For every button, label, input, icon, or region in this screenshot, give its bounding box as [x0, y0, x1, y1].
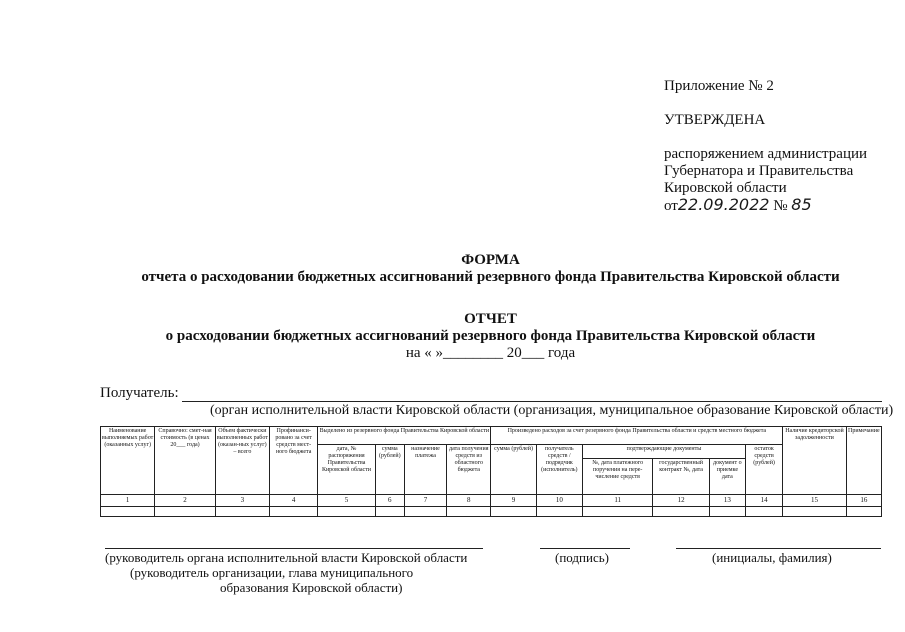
header-col-6: сумма (рублей)	[375, 445, 404, 495]
table-cell	[404, 507, 446, 517]
column-number: 16	[846, 495, 881, 507]
table-cell	[270, 507, 318, 517]
column-number: 9	[491, 495, 536, 507]
report-title: ОТЧЕТ	[464, 311, 517, 327]
column-number: 15	[783, 495, 846, 507]
header-col-4: Профинанси-ровано за счет средств мест-ного бюджета	[270, 427, 318, 495]
column-number: 13	[709, 495, 745, 507]
table-cell	[447, 507, 491, 517]
column-number: 3	[215, 495, 269, 507]
header-group-spent: Произведено расходов за счет резервного фонда Правительства области и средств местного бюджета	[491, 427, 783, 445]
header-col-11: №, дата платежного поручения на пере-числение средств	[582, 459, 652, 495]
report-date-line: на « »________ 20___ года	[405, 345, 576, 361]
signature-line	[540, 548, 630, 549]
order-date-line	[664, 196, 812, 215]
header-col-14: остаток средств (рублей)	[745, 445, 782, 495]
number-label: №	[773, 198, 788, 214]
header-col-5: дата, № распоряжения Правительства Кировской области	[318, 445, 375, 495]
order-line-2: Губернатора и Правительства	[664, 163, 854, 179]
column-number: 11	[582, 495, 652, 507]
column-number: 2	[155, 495, 215, 507]
initials-caption: (инициалы, фамилия)	[712, 550, 832, 565]
column-number: 6	[375, 495, 404, 507]
head-signature-line	[105, 548, 483, 549]
header-col-2: Справочно: смет-ная стоимость (в ценах 20___ года)	[155, 427, 215, 495]
table-cell	[318, 507, 375, 517]
head-caption-line-3: образования Кировской области)	[220, 580, 403, 595]
recipient-underline	[182, 401, 882, 402]
header-col-3: Объем фактически выполненных работ (оказан-ных услуг) – всего	[215, 427, 269, 495]
header-col-10: получатель средств / подрядчик (исполнитель)	[536, 445, 582, 495]
header-group-allocated: Выделено из резервного фонда Правительства Кировской области	[318, 427, 491, 445]
table-cell	[709, 507, 745, 517]
handwritten-number: 85	[791, 195, 812, 214]
appendix-label: Приложение № 2	[664, 78, 774, 94]
header-col-7: назначение платежа	[404, 445, 446, 495]
column-number: 4	[270, 495, 318, 507]
header-col-13: документ о приемке дата	[709, 459, 745, 495]
column-number: 8	[447, 495, 491, 507]
approved-label: УТВЕРЖДЕНА	[664, 112, 766, 128]
column-number: 14	[745, 495, 782, 507]
header-col-8: дата получения средств из областного бюджета	[447, 445, 491, 495]
recipient-hint: (орган исполнительной власти Кировской области (организация, муниципальное образование Кировской области)	[210, 403, 894, 418]
order-line-1: распоряжением администрации	[664, 146, 868, 162]
header-col-15: Наличие кредиторской задолженности	[783, 427, 846, 495]
from-label: от	[664, 198, 678, 214]
table-cell	[155, 507, 215, 517]
table-cell	[491, 507, 536, 517]
header-subgroup-docs: подтверждающие документы	[582, 445, 745, 459]
form-title: ФОРМА	[461, 252, 520, 268]
signature-caption: (подпись)	[555, 550, 609, 565]
table-cell	[745, 507, 782, 517]
table-cell	[375, 507, 404, 517]
column-number: 1	[101, 495, 155, 507]
empty-data-row	[101, 507, 882, 517]
report-subtitle: о расходовании бюджетных ассигнований резервного фонда Правительства Кировской области	[165, 328, 816, 344]
column-number: 7	[404, 495, 446, 507]
header-col-16: Примечание	[846, 427, 881, 495]
table-cell	[846, 507, 881, 517]
table-cell	[215, 507, 269, 517]
recipient-label: Получатель:	[100, 385, 179, 401]
column-number: 12	[653, 495, 709, 507]
header-col-9: сумма (рублей)	[491, 445, 536, 495]
table-cell	[101, 507, 155, 517]
head-caption-line-1: (руководитель органа исполнительной власти Кировской области	[105, 550, 468, 565]
handwritten-date: 22.09.2022	[677, 195, 770, 214]
table-cell	[653, 507, 709, 517]
report-table	[100, 426, 882, 517]
column-number: 10	[536, 495, 582, 507]
column-numbers-row	[101, 495, 882, 507]
order-line-3: Кировской области	[664, 180, 787, 196]
header-col-1: Наименование выполняемых работ (оказанных услуг)	[101, 427, 155, 495]
initials-line	[676, 548, 881, 549]
table-cell	[536, 507, 582, 517]
column-number: 5	[318, 495, 375, 507]
header-col-12: государственный контракт №, дата	[653, 459, 709, 495]
head-caption-line-2: (руководитель организации, глава муниципального	[130, 565, 414, 580]
table-cell	[783, 507, 846, 517]
table-cell	[582, 507, 652, 517]
form-subtitle: отчета о расходовании бюджетных ассигнований резервного фонда Правительства Кировской области	[141, 269, 840, 285]
